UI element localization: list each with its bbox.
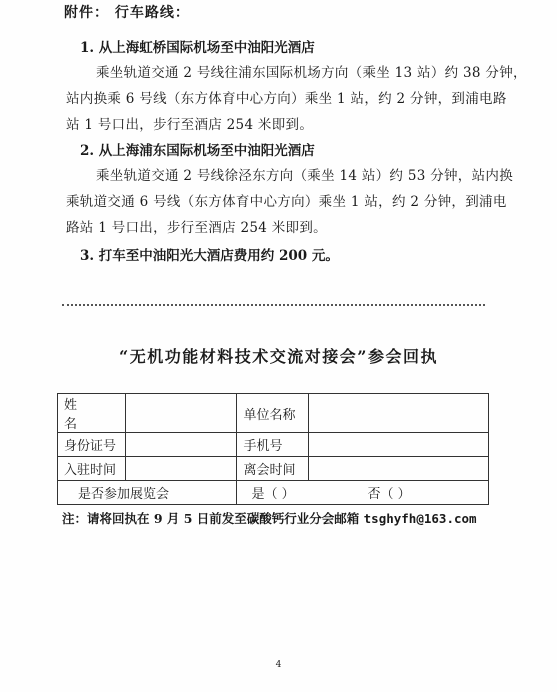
route-2-line-2: 乘轨道交通 6 号线（东方体育中心方向）乘坐 1 站，约 2 分钟，到浦电 — [66, 194, 507, 210]
checkin-field[interactable] — [125, 457, 237, 481]
route-2-line-1: 乘坐轨道交通 2 号线徐泾东方向（乘坐 14 站）约 53 分钟，站内换 — [96, 168, 513, 184]
email-link[interactable]: tsghyfh@163.com — [363, 511, 477, 526]
route-1-line-2: 站内换乘 6 号线（东方体育中心方向）乘坐 1 站，约 2 分钟，到浦电路 — [66, 91, 507, 107]
exhibition-yes-option[interactable]: 是（ ） — [251, 487, 295, 502]
checkin-label: 入驻时间 — [58, 457, 126, 481]
table-row — [58, 457, 489, 481]
id-field[interactable] — [125, 433, 237, 457]
route-3-title: 3. 打车至中油阳光大酒店费用约 200 元。 — [80, 248, 339, 264]
exhibition-label: 是否参加展览会 — [58, 481, 237, 505]
dotted-divider — [62, 304, 485, 306]
route-1-line-3: 站 1 号口出，步行至酒店 254 米即到。 — [66, 117, 314, 133]
name-label: 姓 名 — [58, 394, 126, 433]
page-number: 4 — [275, 660, 282, 670]
id-label: 身份证号 — [58, 433, 126, 457]
exhibition-options — [237, 481, 489, 505]
unit-label: 单位名称 — [237, 394, 309, 433]
submission-note — [62, 509, 477, 527]
attachment-heading: 附件： 行车路线： — [64, 5, 190, 21]
checkout-field[interactable] — [309, 457, 489, 481]
phone-label: 手机号 — [237, 433, 309, 457]
checkout-label: 离会时间 — [237, 457, 309, 481]
table-row — [58, 481, 489, 505]
route-1-line-1: 乘坐轨道交通 2 号线往浦东国际机场方向（乘坐 13 站）约 38 分钟， — [96, 65, 527, 81]
route-1-title: 1. 从上海虹桥国际机场至中油阳光酒店 — [80, 40, 315, 56]
phone-field[interactable] — [309, 433, 489, 457]
route-2-title: 2. 从上海浦东国际机场至中油阳光酒店 — [80, 143, 315, 159]
route-2-line-3: 路站 1 号口出，步行至酒店 254 米即到。 — [66, 220, 327, 236]
note-text: 注：请将回执在 9 月 5 日前发至碳酸钙行业分会邮箱 — [62, 511, 364, 526]
receipt-form-table — [57, 393, 489, 505]
name-field[interactable] — [125, 394, 237, 433]
exhibition-no-option[interactable]: 否（ ） — [367, 487, 411, 502]
form-title: “无机功能材料技术交流对接会”参会回执 — [119, 347, 438, 366]
table-row — [58, 394, 489, 433]
table-row — [58, 433, 489, 457]
unit-field[interactable] — [309, 394, 489, 433]
